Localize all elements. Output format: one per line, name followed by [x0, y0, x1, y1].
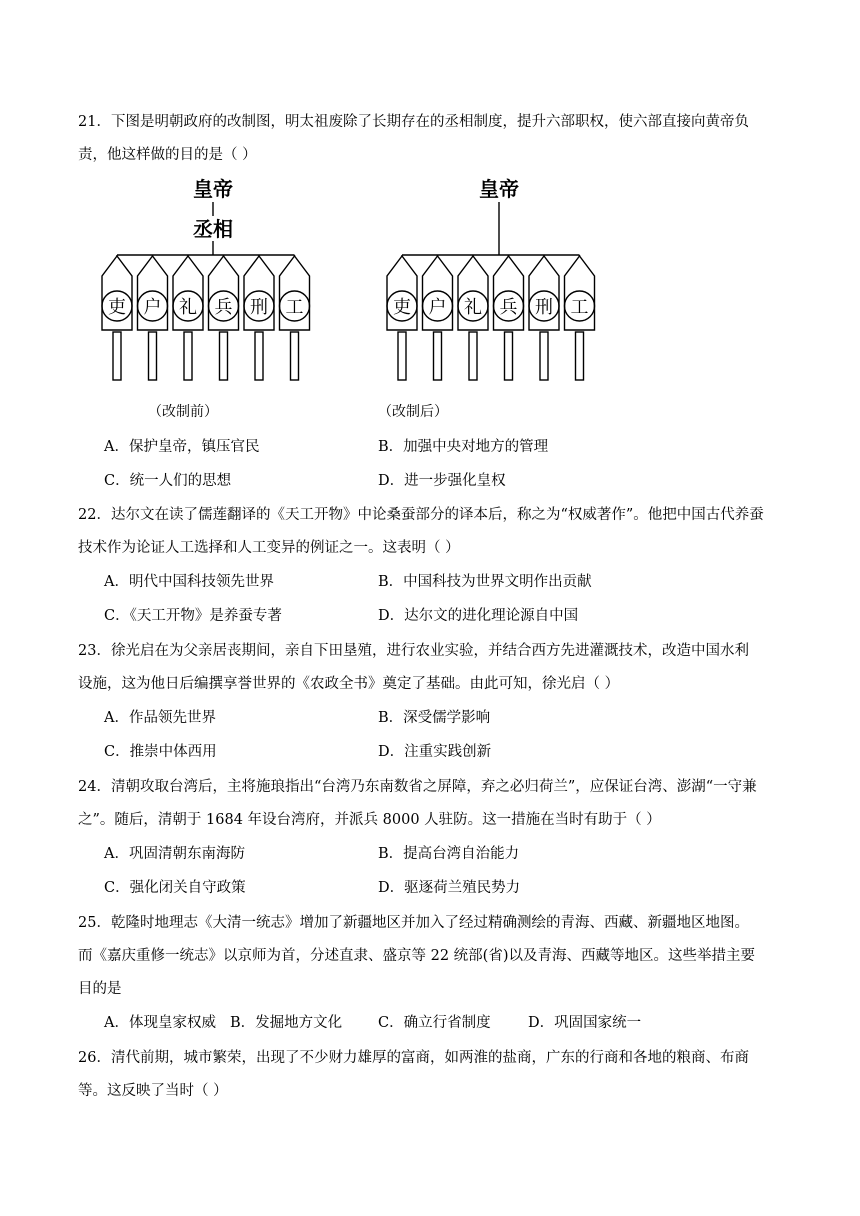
q24-line-2: 之”。随后，清朝于 1684 年设台湾府，并派兵 8000 人驻防。这一措施在当时有助于（ ）: [78, 812, 661, 828]
q22-option-a[interactable]: A．明代中国科技领先世界: [104, 574, 274, 590]
caption-after: （改制后）: [378, 404, 448, 420]
q25-line-3: 目的是: [78, 981, 122, 997]
after-ministry-shield: [565, 256, 595, 330]
q22-line-1: 22．达尔文在读了儒莲翻译的《天工开物》中论桑蚕部分的译本后，称之为“权威著作”。他把中国古代养蚕: [78, 507, 764, 523]
before-ministry-label: 兵: [214, 297, 233, 318]
q21-line-1: 21．下图是明朝政府的改制图，明太祖废除了长期存在的丞相制度，提升六部职权，使六部直接向黄帝负: [78, 114, 749, 130]
after-ministry-shield: [529, 256, 559, 330]
q21-option-b[interactable]: B．加强中央对地方的管理: [378, 439, 549, 455]
before-ministry-shield: [102, 256, 132, 330]
q22-option-c[interactable]: C．《天工开物》是养蚕专著: [104, 608, 282, 624]
q24-option-d[interactable]: D．驱逐荷兰殖民势力: [378, 880, 521, 896]
after-ministry-label: 礼: [464, 297, 482, 318]
after-ministry-shield: [458, 256, 488, 330]
diagram-before: [102, 177, 310, 380]
q26-line-2: 等。这反映了当时（ ）: [78, 1083, 228, 1099]
q22-line-2: 技术作为论证人工选择和人工变异的例证之一。这表明（ ）: [78, 540, 460, 556]
q25-option-c[interactable]: C．确立行省制度: [378, 1015, 491, 1031]
after-ministry-label: 刑: [535, 297, 553, 318]
q23-option-d[interactable]: D．注重实践创新: [378, 744, 492, 760]
before-ministry-shield: [244, 256, 274, 330]
q25-line-1: 25．乾隆时地理志《大清一统志》增加了新疆地区并加入了经过精确测绘的青海、西藏、新疆地区地图。: [78, 915, 749, 931]
q24-option-a[interactable]: A．巩固清朝东南海防: [104, 846, 245, 862]
q22-option-d[interactable]: D．达尔文的进化理论源自中国: [378, 608, 579, 624]
q23-option-c[interactable]: C．推崇中体西用: [104, 744, 217, 760]
q21-option-d[interactable]: D．进一步强化皇权: [378, 473, 506, 489]
after-ministry-post: [576, 332, 584, 380]
q25-line-2: 而《嘉庆重修一统志》以京师为首，分述直隶、盛京等 22 统部(省)以及青海、西藏等地区。这些举措主要: [78, 948, 755, 964]
before-ministry-post: [149, 332, 157, 380]
q21-line-2: 责，他这样做的目的是（ ）: [78, 147, 257, 163]
q25-option-b[interactable]: B．发掘地方文化: [230, 1015, 343, 1031]
q21-option-a[interactable]: A．保护皇帝，镇压官民: [104, 439, 260, 455]
before-chancellor-label: 丞相: [193, 217, 233, 241]
q23-line-1: 23．徐光启在为父亲居丧期间，亲自下田垦殖，进行农业实验，并结合西方先进灌溉技术，改造中国水利: [78, 643, 749, 659]
before-ministry-label: 工: [285, 297, 304, 318]
before-ministry-shield: [209, 256, 239, 330]
after-emperor-label: 皇帝: [479, 177, 519, 201]
after-ministry-label: 兵: [499, 297, 518, 318]
q23-option-a[interactable]: A．作品领先世界: [104, 710, 216, 726]
q25-option-d[interactable]: D．巩固国家统一: [528, 1015, 642, 1031]
ming-reform-diagram: [0, 172, 860, 392]
q24-option-b[interactable]: B．提高台湾自治能力: [378, 846, 520, 862]
q22-option-b[interactable]: B．中国科技为世界文明作出贡献: [378, 574, 592, 590]
after-ministry-label: 户: [428, 297, 447, 318]
q21-option-c[interactable]: C．统一人们的思想: [104, 473, 232, 489]
q23-option-b[interactable]: B．深受儒学影响: [378, 710, 491, 726]
after-ministry-label: 吏: [393, 297, 411, 318]
q24-line-1: 24．清朝攻取台湾后，主将施琅指出“台湾乃东南数省之屏障，弃之必归荷兰”，应保证台湾、澎湖“一守兼: [78, 779, 757, 795]
before-ministry-post: [184, 332, 192, 380]
caption-before: （改制前）: [148, 404, 218, 420]
before-ministry-label: 户: [143, 297, 162, 318]
diagram-after: [387, 177, 595, 380]
after-ministry-shield: [423, 256, 453, 330]
before-ministry-shield: [280, 256, 310, 330]
after-ministry-label: 工: [570, 297, 589, 318]
after-ministry-shield: [494, 256, 524, 330]
before-ministry-shield: [173, 256, 203, 330]
q23-line-2: 设施，这为他日后编撰享誉世界的《农政全书》奠定了基础。由此可知，徐光启（ ）: [78, 676, 620, 692]
before-ministry-post: [255, 332, 263, 380]
q25-option-a[interactable]: A．体现皇家权威: [104, 1015, 216, 1031]
after-ministry-post: [398, 332, 406, 380]
after-ministry-post: [469, 332, 477, 380]
before-ministry-label: 吏: [108, 297, 126, 318]
before-ministry-shield: [138, 256, 168, 330]
before-emperor-label: 皇帝: [193, 177, 233, 201]
after-ministry-post: [540, 332, 548, 380]
after-ministry-post: [505, 332, 513, 380]
q24-option-c[interactable]: C．强化闭关自守政策: [104, 880, 246, 896]
before-ministry-label: 刑: [250, 297, 268, 318]
after-ministry-shield: [387, 256, 417, 330]
q26-line-1: 26．清代前期，城市繁荣，出现了不少财力雄厚的富商，如两淮的盐商，广东的行商和各地的粮商、布商: [78, 1050, 749, 1066]
after-ministry-post: [434, 332, 442, 380]
before-ministry-post: [113, 332, 121, 380]
before-ministry-post: [220, 332, 228, 380]
before-ministry-post: [291, 332, 299, 380]
before-ministry-label: 礼: [179, 297, 197, 318]
